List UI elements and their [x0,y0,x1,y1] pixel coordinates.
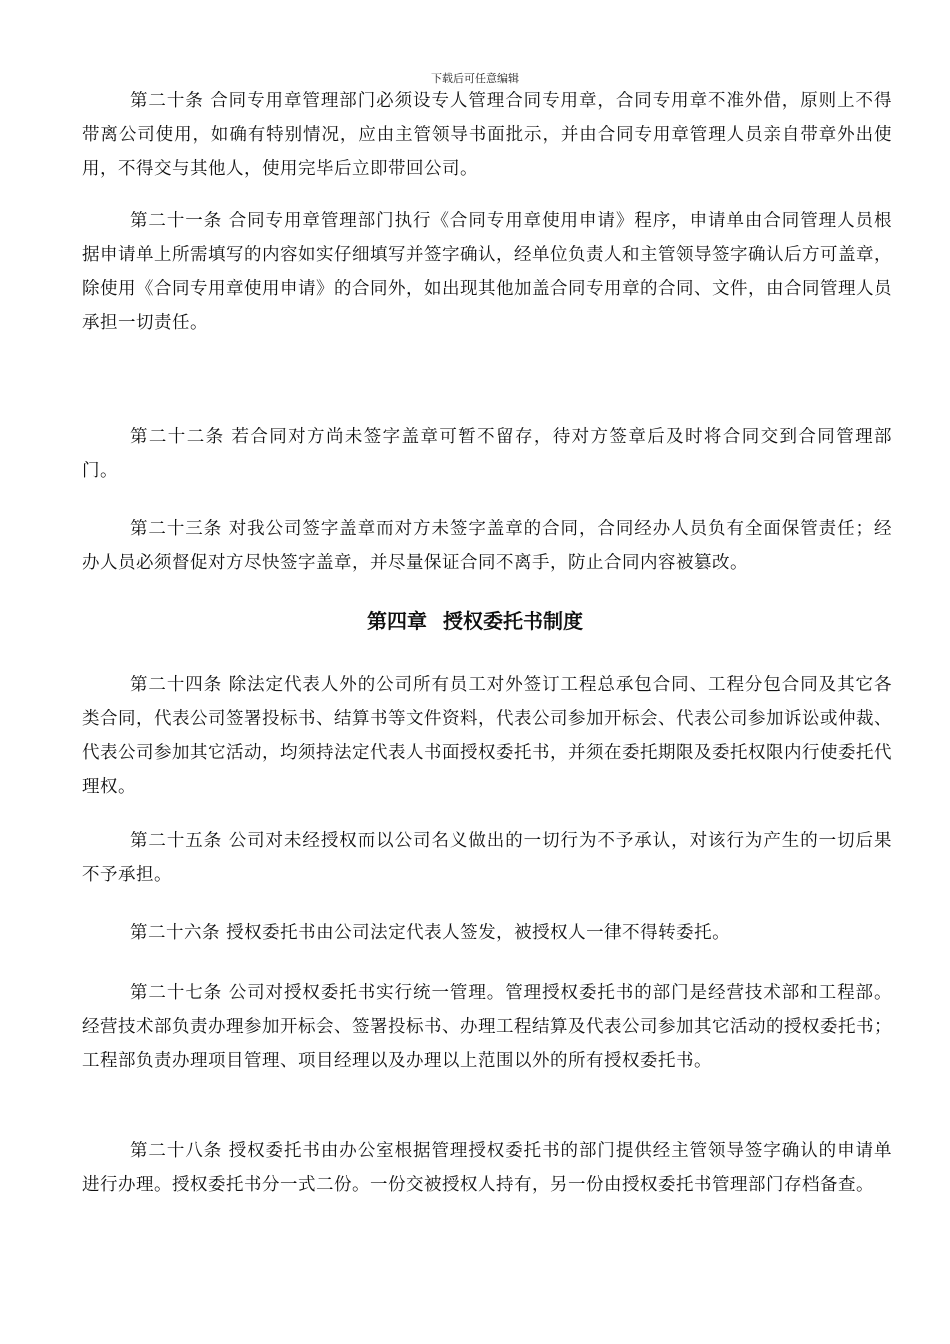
article-text: 公司对未经授权而以公司名义做出的一切行为不予承认，对该行为产生的一切后果不予承担。 [82,831,892,885]
article-27 [82,976,892,1078]
article-26 [82,916,892,950]
watermark-text: 下载后可任意编辑 [431,72,519,85]
article-23 [82,512,892,580]
article-label: 第二十二条 [130,427,225,447]
article-label: 第二十条 [130,91,204,111]
article-20 [82,84,892,186]
article-text: 若合同对方尚未签字盖章可暂不留存，待对方签章后及时将合同交到合同管理部门。 [82,427,892,481]
chapter-heading [0,606,950,636]
article-text: 授权委托书由办公室根据管理授权委托书的部门提供经主管领导签字确认的申请单进行办理。授权委托书分一式二份。一份交被授权人持有，另一份由授权委托书管理部门存档备查。 [82,1141,892,1195]
article-21 [82,204,892,340]
article-28 [82,1134,892,1202]
article-text: 除法定代表人外的公司所有员工对外签订工程总承包合同、工程分包合同及其它各类合同，代表公司签署投标书、结算书等文件资料，代表公司参加开标会、代表公司参加诉讼或仲裁、代表公司参加其它活动，均须持法定代表人书面授权委托书，并须在委托期限及委托权限内行使委托代理权。 [82,675,892,797]
article-25 [82,824,892,892]
article-label: 第二十六条 [130,923,220,943]
article-24 [82,668,892,804]
article-text: 对我公司签字盖章而对方未签字盖章的合同，合同经办人员负有全面保管责任；经办人员必须督促对方尽快签字盖章，并尽量保证合同不离手，防止合同内容被篡改。 [82,519,892,573]
chapter-number: 第四章 [367,609,427,633]
article-label: 第二十八条 [130,1141,223,1161]
article-label: 第二十五条 [130,831,223,851]
article-22 [82,420,892,488]
article-label: 第二十三条 [130,519,223,539]
article-text: 授权委托书由公司法定代表人签发，被授权人一律不得转委托。 [226,923,731,943]
article-label: 第二十四条 [130,675,223,695]
article-text: 合同专用章管理部门执行《合同专用章使用申请》程序，申请单由合同管理人员根据申请单上所需填写的内容如实仔细填写并签字确认，经单位负责人和主管领导签字确认后方可盖章，除使用《合同专用章使用申请》的合同外，如出现其他加盖合同专用章的合同、文件，由合同管理人员承担一切责任。 [82,211,892,333]
article-text: 合同专用章管理部门必须设专人管理合同专用章，合同专用章不准外借，原则上不得带离公司使用，如确有特别情况，应由主管领导书面批示，并由合同专用章管理人员亲自带章外出使用，不得交与其他人，使用完毕后立即带回公司。 [82,91,892,179]
article-text: 公司对授权委托书实行统一管理。管理授权委托书的部门是经营技术部和工程部。经营技术部负责办理参加开标会、签署投标书、办理工程结算及代表公司参加其它活动的授权委托书；工程部负责办理项目管理、项目经理以及办理以上范围以外的所有授权委托书。 [82,983,892,1071]
article-label: 第二十一条 [130,211,223,231]
chapter-title: 授权委托书制度 [443,609,583,633]
article-label: 第二十七条 [130,983,223,1003]
